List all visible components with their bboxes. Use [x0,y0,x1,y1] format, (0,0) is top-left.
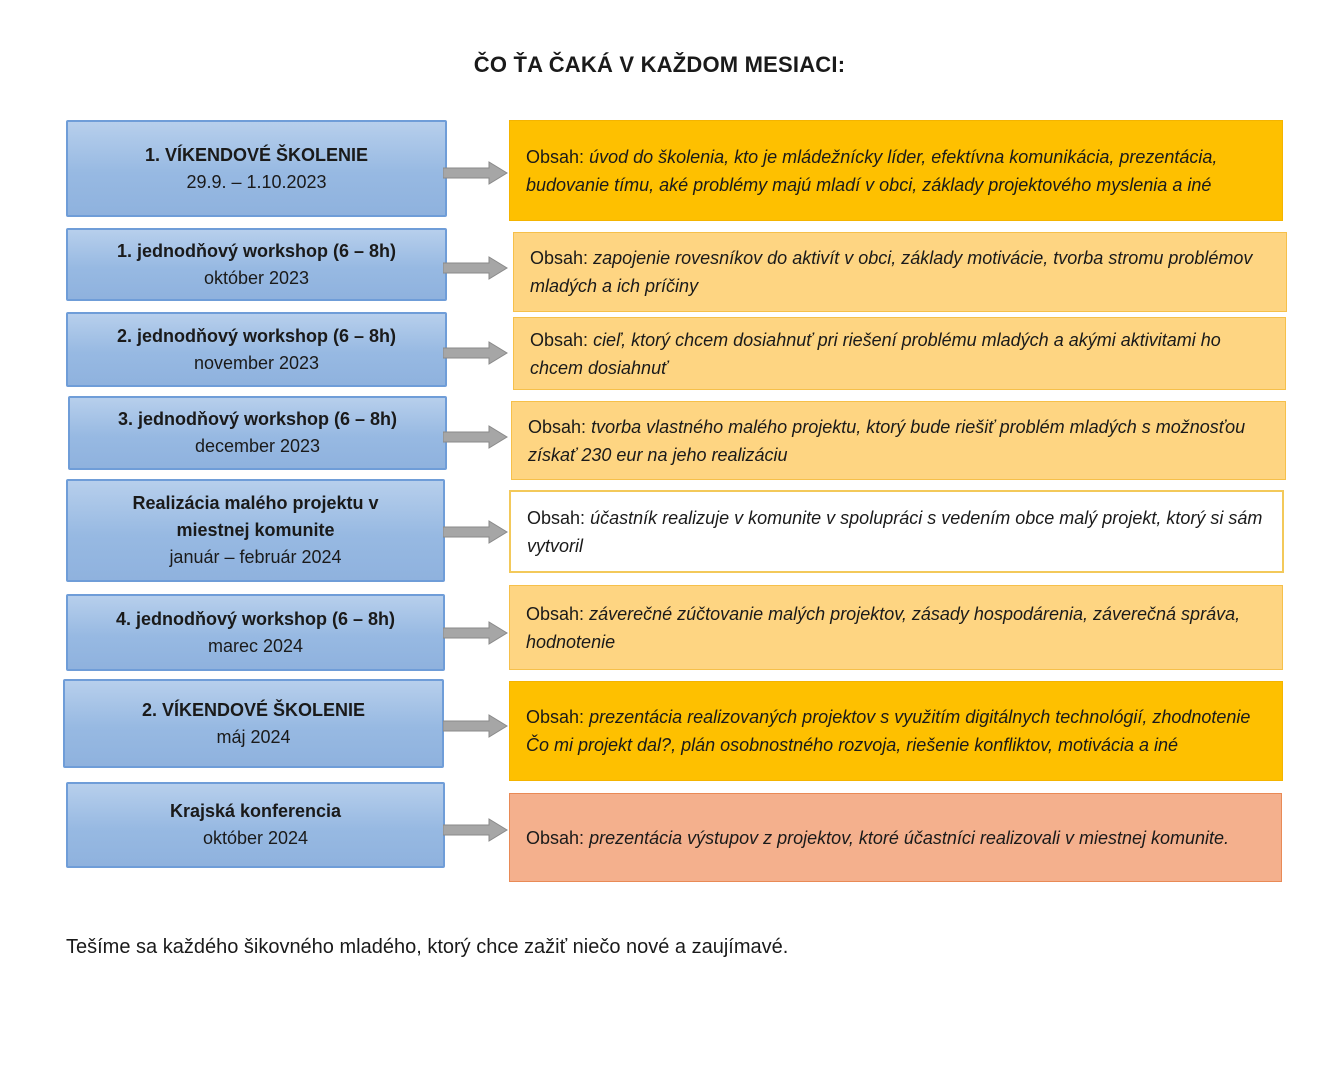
content-prefix: Obsah: [526,603,585,624]
step-name: Krajská konferencia [169,801,342,821]
arrow-right-icon [443,341,509,365]
step-date: január – február 2024 [169,547,342,567]
step-box-3 [66,312,447,387]
content-box-2 [513,232,1287,312]
content-text: úvod do školenia, kto je mládežnícky líder, efektívna komunikácia, prezentácia, budovanie tímu, aké problémy majú mladí v obci, základy projektového myslenia a iné [526,146,1218,195]
content-text: záverečné zúčtovanie malých projektov, zásady hospodárenia, záverečná správa, hodnotenie [526,603,1241,652]
content-box-3 [513,317,1286,390]
step-name: Realizácia malého projektu v miestnej komunite [132,493,379,540]
content-box-6 [509,585,1283,670]
arrow-right-icon [443,621,509,645]
step-name: 2. jednodňový workshop (6 – 8h) [116,325,397,346]
step-date: november 2023 [193,352,320,373]
step-box-5 [66,479,445,582]
content-prefix: Obsah: [527,507,586,528]
step-date: 29.9. – 1.10.2023 [186,171,327,192]
content-box-4 [511,401,1286,480]
content-text: účastník realizuje v komunite v spolupráci s vedením obce malý projekt, ktorý si sám vytvoril [527,507,1263,556]
content-prefix: Obsah: [526,146,585,167]
arrow-right-icon [443,425,509,449]
content-text: cieľ, ktorý chcem dosiahnuť pri riešení problému mladých a akými aktivitami ho chcem dosiahnuť [530,329,1221,378]
content-text: tvorba vlastného malého projektu, ktorý bude riešiť problém mladých s možnosťou získať 230 eur na jeho realizáciu [528,416,1246,465]
step-box-2 [66,228,447,301]
page-title: ČO ŤA ČAKÁ V KAŽDOM MESIACI: [473,52,846,77]
content-prefix: Obsah: [530,248,589,268]
step-box-1 [66,120,447,217]
arrow-right-icon [443,520,509,544]
step-name: 1. jednodňový workshop (6 – 8h) [116,240,397,261]
content-box-1 [509,120,1283,221]
step-date: december 2023 [194,436,321,456]
step-box-8 [66,782,445,868]
arrow-right-icon [443,256,509,280]
content-prefix: Obsah: [528,416,587,437]
step-box-4 [68,396,447,470]
arrow-right-icon [443,714,509,738]
step-date: október 2024 [202,828,309,848]
arrow-right-icon [443,818,509,842]
content-box-5 [509,490,1284,573]
step-name: 3. jednodňový workshop (6 – 8h) [117,409,398,429]
step-date: marec 2024 [207,635,304,656]
content-box-8 [509,793,1282,882]
content-prefix: Obsah: [530,329,589,350]
step-name: 4. jednodňový workshop (6 – 8h) [115,608,396,629]
content-prefix: Obsah: [526,707,585,727]
step-date: október 2023 [203,267,310,288]
content-prefix: Obsah: [526,827,585,848]
step-date: máj 2024 [216,726,291,747]
step-box-6 [66,594,445,671]
content-text: prezentácia realizovaných projektov s využitím digitálnych technológií, zhodnotenie Čo mi projekt dal?, plán osobnostného rozvoja, riešenie konfliktov, motivácia a iné [526,707,1251,755]
content-text: zapojenie rovesníkov do aktivít v obci, základy motivácie, tvorba stromu problémov mladých a ich príčiny [530,248,1253,296]
step-box-7 [63,679,444,768]
step-name: 2. VÍKENDOVÉ ŠKOLENIE [141,699,366,720]
content-text: prezentácia výstupov z projektov, ktoré účastníci realizovali v miestnej komunite. [589,827,1230,848]
footer-text: Tešíme sa každého šikovného mladého, ktorý chce zažiť niečo nové a zaujímavé. [66,936,789,958]
arrow-right-icon [443,161,509,185]
content-box-7 [509,681,1283,781]
step-name: 1. VÍKENDOVÉ ŠKOLENIE [144,144,369,165]
